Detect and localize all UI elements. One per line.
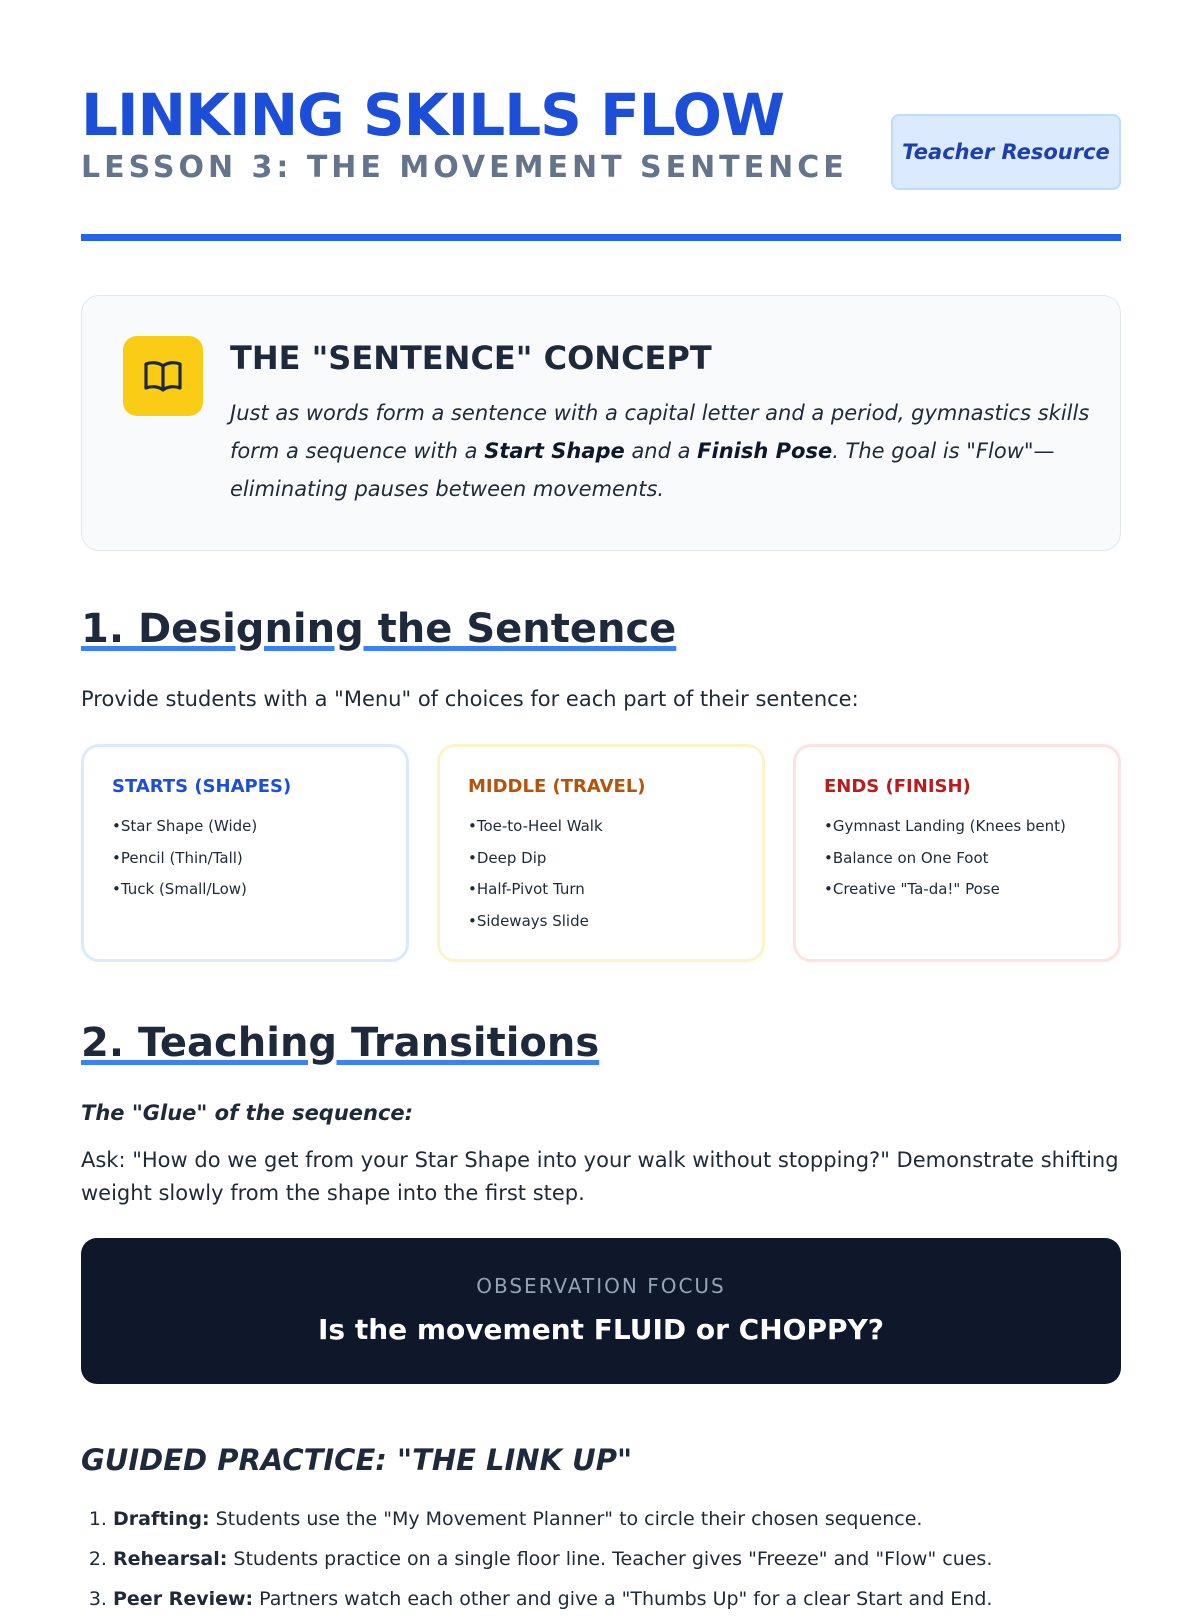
teacher-resource-badge: Teacher Resource: [891, 114, 1121, 190]
menu-item: • Balance on One Foot: [824, 843, 1118, 875]
concept-text: and a: [624, 439, 698, 463]
menu-item: • Sideways Slide: [468, 906, 762, 938]
concept-text: . The goal is "Flow"—eliminating pauses between movements.: [230, 439, 1055, 501]
menu-item: • Tuck (Small/Low): [112, 874, 406, 906]
step-label: Rehearsal:: [113, 1548, 228, 1570]
concept-body: [230, 394, 1090, 508]
observation-focus-banner: [81, 1238, 1121, 1384]
practice-step: [113, 1499, 1113, 1539]
practice-step: [113, 1539, 1113, 1579]
concept-title: THE "SENTENCE" CONCEPT: [230, 339, 712, 377]
transitions-lead: The "Glue" of the sequence:: [81, 1101, 414, 1125]
menu-item: • Gymnast Landing (Knees bent): [824, 811, 1118, 843]
guided-practice-title: GUIDED PRACTICE: "THE LINK UP": [81, 1443, 633, 1477]
menu-item: • Creative "Ta-da!" Pose: [824, 874, 1118, 906]
concept-callout: [81, 295, 1121, 551]
menu-item: • Pencil (Thin/Tall): [112, 843, 406, 875]
section-heading-designing: 1. Designing the Sentence: [81, 606, 677, 652]
menu-list: [468, 811, 762, 937]
practice-steps: [81, 1499, 1113, 1619]
menu-card-middle: [437, 744, 765, 962]
step-label: Peer Review:: [113, 1588, 254, 1610]
menu-list: [824, 811, 1118, 906]
menu-item: • Deep Dip: [468, 843, 762, 875]
lesson-subtitle: LESSON 3: THE MOVEMENT SENTENCE: [81, 150, 848, 185]
observation-focus-question: Is the movement FLUID or CHOPPY?: [317, 1313, 885, 1346]
page-title: LINKING SKILLS FLOW: [81, 81, 784, 149]
section-intro: Provide students with a "Menu" of choices for each part of their sentence:: [81, 687, 859, 711]
menu-card-ends: [793, 744, 1121, 962]
menu-item: • Half-Pivot Turn: [468, 874, 762, 906]
menu-card-title: MIDDLE (TRAVEL): [468, 776, 646, 797]
menu-card-title: ENDS (FINISH): [824, 776, 971, 797]
step-text: Students practice on a single floor line. Teacher gives "Freeze" and "Flow" cues.: [227, 1548, 993, 1570]
step-text: Partners watch each other and give a "Thumbs Up" for a clear Start and End.: [253, 1588, 993, 1610]
menu-list: [112, 811, 406, 906]
concept-emphasis-start-shape: Start Shape: [484, 439, 625, 463]
practice-step: [113, 1579, 1113, 1619]
menu-card-title: STARTS (SHAPES): [112, 776, 292, 797]
section-heading-transitions: 2. Teaching Transitions: [81, 1020, 600, 1066]
page-header: [81, 82, 1121, 242]
observation-focus-label: OBSERVATION FOCUS: [476, 1274, 726, 1298]
transitions-body: Ask: "How do we get from your Star Shape into your walk without stopping?" Demonstrate shifting weight slowly from the shape into the first step.: [81, 1148, 1119, 1205]
step-text: Students use the "My Movement Planner" to circle their chosen sequence.: [209, 1508, 923, 1530]
concept-emphasis-finish-pose: Finish Pose: [697, 439, 833, 463]
open-book-icon: [123, 336, 203, 416]
menu-item: • Toe-to-Heel Walk: [468, 811, 762, 843]
menu-card-starts: [81, 744, 409, 962]
step-label: Drafting:: [113, 1508, 210, 1530]
concept-text: Just as words form a sentence with a capital letter and a period, gymnastics skills form a sequence with a: [230, 401, 1090, 463]
header-divider: [81, 234, 1121, 241]
menu-item: • Star Shape (Wide): [112, 811, 406, 843]
